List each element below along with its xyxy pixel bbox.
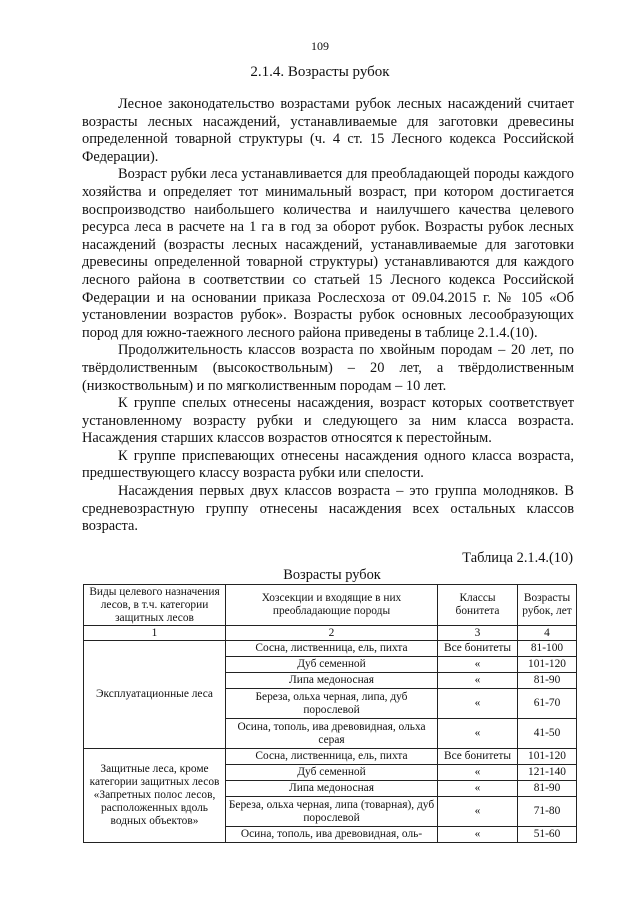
bonitet-cell: Все бонитеты [438, 641, 518, 657]
header-cutting-age: Возрасты рубок, лет [518, 585, 577, 626]
species-cell: Сосна, лиственница, ель, пихта [226, 641, 438, 657]
age-cell: 61-70 [518, 689, 577, 719]
header-species: Хозсекции и входящие в них преобладающие породы [226, 585, 438, 626]
species-cell: Дуб семенной [226, 657, 438, 673]
table-row [84, 641, 577, 657]
age-cell: 101-120 [518, 749, 577, 765]
bonitet-cell: « [438, 827, 518, 843]
table-header-row [84, 585, 577, 626]
cutting-age-table [83, 584, 577, 843]
bonitet-cell: « [438, 689, 518, 719]
bonitet-cell: « [438, 781, 518, 797]
species-cell: Осина, тополь, ива древовидная, оль- [226, 827, 438, 843]
bonitet-cell: « [438, 673, 518, 689]
group-label: Защитные леса, кроме категории защитных лесов «Запретных полос лесов, расположенных вдоль водных объектов» [84, 749, 226, 843]
body-text [82, 96, 574, 536]
page-number: 109 [311, 39, 329, 53]
age-cell: 71-80 [518, 797, 577, 827]
header-bonitet: Классы бонитета [438, 585, 518, 626]
column-number: 2 [226, 626, 438, 641]
paragraph: Продолжительность классов возраста по хвойным породам – 20 лет, по твёрдолиственным (высокоствольным) – 20 лет, а твёрдолиственным (низкоствольным) и по мягколиственным породам – 10 лет. [82, 342, 574, 394]
species-cell: Липа медоносная [226, 781, 438, 797]
bonitet-cell: « [438, 719, 518, 749]
bonitet-cell: « [438, 797, 518, 827]
species-cell: Липа медоносная [226, 673, 438, 689]
age-cell: 101-120 [518, 657, 577, 673]
paragraph: Возраст рубки леса устанавливается для преобладающей породы каждого хозяйства и определяет тот минимальный возраст, при котором достигается воспроизводство наибольшего количества и наилучшего качества целевого ресурса леса в расчете на 1 га в год за оборот рубок. Возрасты рубок лесных насаждений (возрасты лесных насаждений, устанавливаемые для заготовки древесины определенной товарной структуры) устанавливаются для каждого лесного района в соответствии со статьей 15 Лесного кодекса Российской Федерации и на основании приказа Рослесхоза от 09.04.2015 г. № 105 «Об установлении возрастов рубок». Возрасты рубок основных лесообразующих пород для южно-таежного лесного района приведены в таблице 2.1.4.(10). [82, 166, 574, 341]
age-cell: 81-90 [518, 673, 577, 689]
bonitet-cell: « [438, 657, 518, 673]
species-cell: Сосна, лиственница, ель, пихта [226, 749, 438, 765]
column-number: 4 [518, 626, 577, 641]
bonitet-cell: « [438, 765, 518, 781]
age-cell: 41-50 [518, 719, 577, 749]
paragraph: К группе приспевающих отнесены насаждения одного класса возраста, предшествующего классу возраста рубки или спелости. [82, 447, 574, 482]
table-number: Таблица 2.1.4.(10) [462, 550, 573, 566]
column-number-row [84, 626, 577, 641]
bonitet-cell: Все бонитеты [438, 749, 518, 765]
species-cell: Береза, ольха черная, липа, дуб порослевой [226, 689, 438, 719]
age-cell: 81-90 [518, 781, 577, 797]
column-number: 1 [84, 626, 226, 641]
species-cell: Береза, ольха черная, липа (товарная), дуб порослевой [226, 797, 438, 827]
species-cell: Осина, тополь, ива древовидная, ольха серая [226, 719, 438, 749]
paragraph: К группе спелых отнесены насаждения, возраст которых соответствует установленному возрасту рубки и следующего за ним класса возраста. Насаждения старших классов возрастов относятся к перестойным. [82, 395, 574, 447]
paragraph: Насаждения первых двух классов возраста – это группа молодняков. В средневозрастную группу отнесены насаждения всех остальных классов возраста. [82, 483, 574, 535]
column-number: 3 [438, 626, 518, 641]
species-cell: Дуб семенной [226, 765, 438, 781]
table-title: Возрасты рубок [283, 567, 381, 583]
group-label: Эксплуатационные леса [84, 641, 226, 749]
age-cell: 51-60 [518, 827, 577, 843]
age-cell: 121-140 [518, 765, 577, 781]
header-forest-purpose: Виды целевого назначения лесов, в т.ч. категории защитных лесов [84, 585, 226, 626]
table-row [84, 749, 577, 765]
section-heading: 2.1.4. Возрасты рубок [250, 64, 390, 80]
age-cell: 81-100 [518, 641, 577, 657]
paragraph: Лесное законодательство возрастами рубок лесных насаждений считает возрасты лесных насаждений, устанавливаемые для заготовки древесины определенной товарной структуры (ч. 4 ст. 15 Лесного кодекса Российской Федерации). [82, 96, 574, 165]
